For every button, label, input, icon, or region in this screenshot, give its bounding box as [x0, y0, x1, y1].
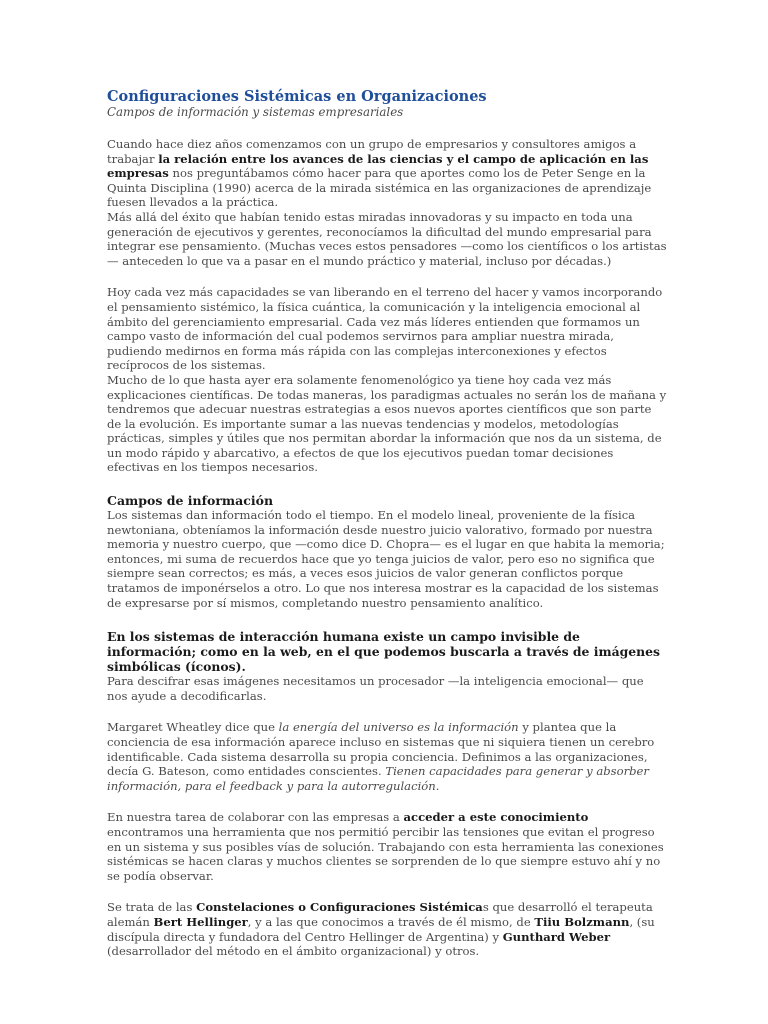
- p9-bold-b: Bert Hellinger: [153, 914, 248, 929]
- p9-bold-a: Constelaciones o Configuraciones Sistémica: [196, 900, 483, 915]
- paragraph-8: [107, 810, 667, 883]
- p7-italic-b: Tienen capacidades para generar y absorber información, para el feedback y para la autorregulación: [107, 764, 649, 793]
- p9-text-b: s que desarrolló el terapeuta alemán: [107, 900, 653, 929]
- paragraph-4: Mucho de lo que hasta ayer era solamente fenomenológico ya tiene hoy cada vez más explicaciones científicas. De todas maneras, los paradigmas actuales no serán los de mañana y tendremos que adecuar nuestras estrategias a esos nuevos aportes científicos que son parte de la evolución. Es importante sumar a las nuevas tendencias y modelos, metodologías prácticas, simples y útiles que nos permitan abordar la información que nos da un sistema, de un modo rápido y abarcativo, a efectos de que los ejecutivos puedan tomar decisiones efectivas en los tiempos necesarios.: [107, 372, 667, 475]
- intro-text: Cuando hace diez años comenzamos con un grupo de empresarios y consultores amigos a trabajar: [107, 137, 637, 166]
- paragraph-9: [107, 900, 667, 958]
- article-title: Configuraciones Sistémicas en Organizaciones: [107, 88, 487, 105]
- p8-bold: acceder a este conocimiento: [403, 810, 589, 825]
- article-subtitle: Campos de información y sistemas empresariales: [107, 105, 404, 119]
- p8-text-b: encontramos una herramienta que nos permitió percibir las tensiones que evitan el progreso en un sistema y sus posibles vías de solución. Trabajando con esta herramienta las conexiones sistémicas se hacen claras y muchos clientes se sorprenden de lo que siempre estuvo ahí y no se podía observar.: [107, 824, 664, 883]
- paragraph-6: Para descifrar esas imágenes necesitamos un procesador —la inteligencia emocional— que nos ayude a decodificarlas.: [107, 674, 644, 703]
- paragraph-2: Más allá del éxito que habían tenido estas miradas innovadoras y su impacto en toda una generación de ejecutivos y gerentes, reconocíamos la dificultad del mundo empresarial para integrar ese pensamiento. (Muchas veces estos pensadores —como los científicos o los artistas— anteceden lo que va a pasar en el mundo práctico y material, incluso por décadas.): [107, 209, 667, 268]
- section-heading: Campos de información: [107, 493, 274, 509]
- paragraph-intro: [107, 137, 667, 210]
- paragraph-5: Los sistemas dan información todo el tiempo. En el modelo lineal, proveniente de la física newtoniana, obteníamos la información desde nuestro juicio valorativo, formado por nuestra memoria y nuestro cuerpo, que —como dice D. Chopra— es el lugar en que habita la memoria; entonces, mi suma de recuerdos hace que yo tenga juicios de valor, pero eso no significa que siempre sean correctos; es más, a veces esos juicios de valor generan conflictos porque tratamos de imponérselos a otro. Lo que nos interesa mostrar es la capacidad de los sistemas de expresarse por sí mismos, completando nuestro pensamiento analítico.: [107, 508, 665, 610]
- p7-text-a: Margaret Wheatley dice que: [107, 720, 279, 735]
- article: [107, 88, 667, 959]
- p9-bold-c: Tiiu Bolzmann: [534, 914, 630, 929]
- p7-italic-a: la energía del universo es la información: [278, 720, 519, 735]
- p9-text-e: (desarrollador del método en el ámbito organizacional) y otros.: [107, 944, 480, 959]
- p9-text-c: , y a las que conocimos a través de él mismo, de: [247, 914, 535, 929]
- intro-text-cont: nos preguntábamos cómo hacer para que aportes como los de Peter Senge en la Quinta Disciplina (1990) acerca de la mirada sistémica en las organizaciones de aprendizaje fuesen llevados a la práctica.: [107, 166, 652, 210]
- p7-text-b: y plantea que la conciencia de esa información aparece incluso en sistemas que ni siquiera tienen un cerebro identificable. Cada sistema desarrolla su propia conciencia. Definimos a las organizaciones, decía G. Bateson, como entidades conscientes.: [107, 720, 655, 779]
- p7-text-c: .: [435, 778, 440, 793]
- lead-statement: En los sistemas de interacción humana existe un campo invisible de información; como en la web, en el que podemos buscarla a través de imágenes simbólicas (íconos).: [107, 629, 661, 675]
- paragraph-7: [107, 720, 667, 793]
- intro-bold: la relación entre los avances de las ciencias y el campo de aplicación en las empresas: [107, 151, 649, 181]
- p9-text-a: Se trata de las: [107, 900, 197, 915]
- p9-bold-d: Gunthard Weber: [502, 929, 611, 944]
- paragraph-3: Hoy cada vez más capacidades se van liberando en el terreno del hacer y vamos incorporando el pensamiento sistémico, la física cuántica, la comunicación y la inteligencia emocional al ámbito del gerenciamiento empresarial. Cada vez más líderes entienden que formamos un campo vasto de información del cual podemos servirnos para ampliar nuestra mirada, pudiendo medirnos en forma más rápida con las complejas interconexiones y efectos recíprocos de los sistemas.: [107, 285, 663, 373]
- p9-text-d: , (su discípula directa y fundadora del Centro Hellinger de Argentina) y: [107, 914, 655, 944]
- p8-text-a: En nuestra tarea de colaborar con las empresas a: [107, 810, 404, 825]
